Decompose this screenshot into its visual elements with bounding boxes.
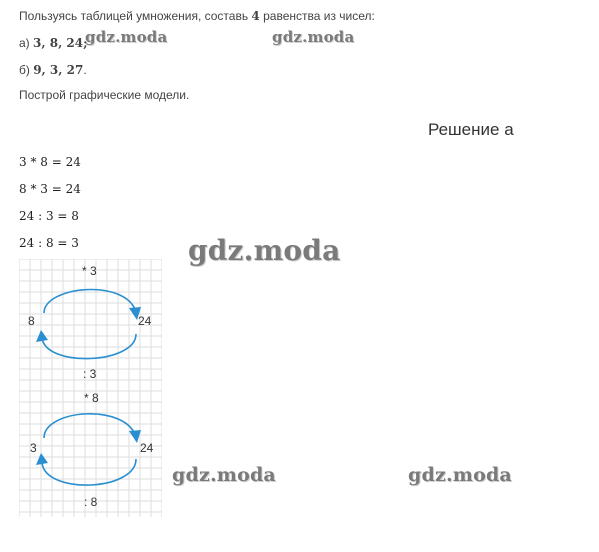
equation-3: 24 : 3 = 8 xyxy=(19,209,79,223)
task-line-1-number: 4 xyxy=(251,9,260,23)
task-item-b-prefix: б) xyxy=(19,63,34,77)
diagram-2-bottom-arrow xyxy=(42,459,136,485)
diagram-2-arrows xyxy=(26,401,156,501)
task-line-1 xyxy=(19,9,375,23)
task-item-b-end: . xyxy=(83,63,87,77)
solution-heading: Решение а xyxy=(428,120,514,139)
equation-1: 3 * 8 = 24 xyxy=(19,155,81,169)
watermark-5: gdz.moda xyxy=(408,464,512,486)
diagram-2-right-value: 24 xyxy=(140,441,154,455)
diagram-2-bottom-label: : 8 xyxy=(84,495,98,509)
equation-4: 24 : 8 = 3 xyxy=(19,236,79,250)
task-item-b xyxy=(19,63,87,77)
watermark-4: gdz.moda xyxy=(172,464,276,486)
diagram-1-bottom-label: : 3 xyxy=(83,367,97,381)
diagram-1-top-arrow xyxy=(44,290,136,313)
diagram-1-arrows xyxy=(26,276,156,376)
task-line-1-end: равенства из чисел: xyxy=(259,9,375,23)
task-item-a-numbers: 3, 8, 24; xyxy=(33,36,88,50)
diagram-1-left-value: 8 xyxy=(28,314,35,328)
task-item-a xyxy=(19,36,88,50)
diagram-1-bottom-arrowhead xyxy=(36,330,48,342)
task-line-1-text: Пользуясь таблицей умножения, составь xyxy=(19,9,252,23)
diagram-1-bottom-arrow xyxy=(42,334,136,359)
diagram-2-left-value: 3 xyxy=(30,441,37,455)
diagram-2-top-label: * 8 xyxy=(84,391,99,405)
equation-2: 8 * 3 = 24 xyxy=(19,182,81,196)
watermark-1: gdz.moda xyxy=(85,28,168,46)
watermark-3: gdz.moda xyxy=(188,234,341,267)
diagram-1-right-value: 24 xyxy=(138,314,152,328)
diagram-2-bottom-arrowhead xyxy=(36,453,48,465)
task-item-b-numbers: 9, 3, 27 xyxy=(33,63,84,77)
task-item-a-prefix: а) xyxy=(19,36,34,50)
task-line-4: Построй графические модели. xyxy=(19,88,190,102)
diagram-2-top-arrow xyxy=(44,414,136,438)
diagram-1-top-label: * 3 xyxy=(82,264,97,278)
watermark-2: gdz.moda xyxy=(272,28,355,46)
